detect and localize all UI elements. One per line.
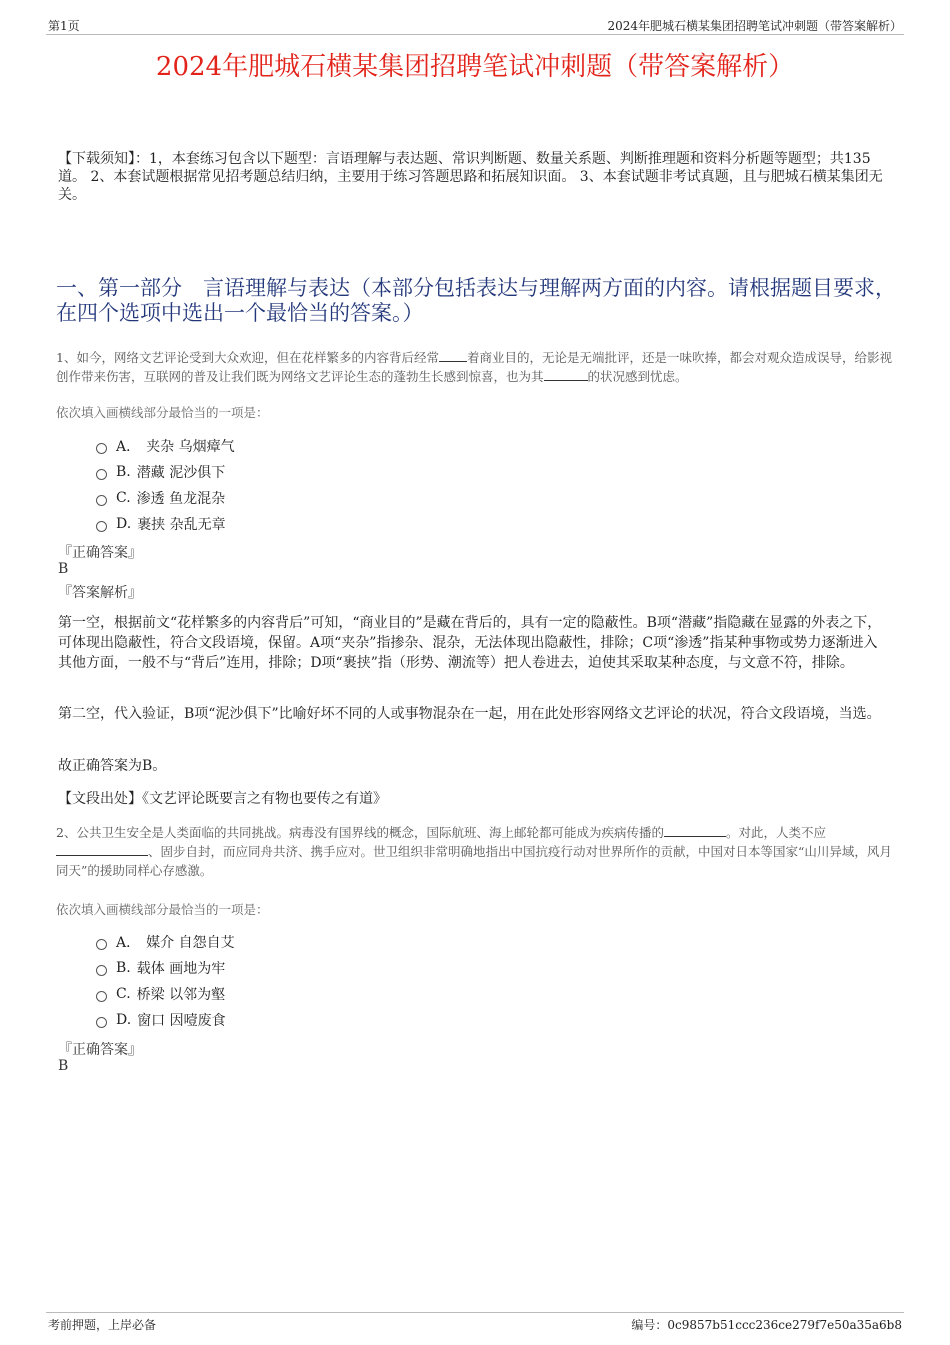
- fill-blank: [439, 348, 467, 362]
- radio-icon[interactable]: [96, 939, 107, 950]
- document-title: 2024年肥城石横某集团招聘笔试冲刺题（带答案解析）: [155, 52, 795, 82]
- radio-icon[interactable]: [96, 495, 107, 506]
- page-header: [46, 14, 904, 35]
- answer-label: 『正确答案』: [58, 1042, 142, 1058]
- fill-blank: [56, 842, 148, 856]
- option-d[interactable]: D. 窗口 因噎废食: [96, 1007, 235, 1033]
- question-2-prompt: 依次填入画横线部分最恰当的一项是：: [56, 902, 269, 917]
- radio-icon[interactable]: [96, 521, 107, 532]
- question-1-prompt: 依次填入画横线部分最恰当的一项是：: [56, 405, 269, 420]
- radio-icon[interactable]: [96, 991, 107, 1002]
- option-b[interactable]: B. 载体 画地为牢: [96, 955, 235, 981]
- header-doc-title: 2024年肥城石横某集团招聘笔试冲刺题（带答案解析）: [607, 19, 902, 33]
- analysis-paragraph: 第二空，代入验证，B项“泥沙俱下”比喻好坏不同的人或事物混杂在一起，用在此处形容网络文艺评论的状况，符合文段语境，当选。: [58, 706, 881, 722]
- answer-value: B: [58, 1058, 69, 1074]
- radio-icon[interactable]: [96, 469, 107, 480]
- radio-icon[interactable]: [96, 965, 107, 976]
- footer-serial: 编号：0c9857b51ccc236ce279f7e50a35a6b8: [631, 1318, 902, 1332]
- section-heading: 一、第一部分 言语理解与表达（本部分包括表达与理解两方面的内容。请根据题目要求，在四个选项中选出一个最恰当的答案。）: [56, 276, 896, 325]
- fill-blank: [544, 367, 588, 381]
- fill-blank: [664, 823, 726, 837]
- passage-source: 【文段出处】《文艺评论既要言之有物也要传之有道》: [58, 791, 387, 807]
- question-2-text: 2、公共卫生安全是人类面临的共同挑战。病毒没有国界线的概念，国际航班、海上邮轮都可能成为疾病传播的 。对此，人类不应、固步自封，而应同舟共济、携手应对。世卫组织非常明确地指出中国抗疫行动对世界所作的贡献，中国对日本等国家“山川异域，风月同天”的援助同样心存感激。: [56, 825, 892, 878]
- question-2-options: [96, 929, 235, 1033]
- analysis-paragraph: 第一空，根据前文“花样繁多的内容背后”可知，“商业目的”是藏在背后的，具有一定的隐蔽性。B项“潜藏”指隐藏在显露的外表之下，可体现出隐蔽性，符合文段语境，保留。A项“夹杂”指掺杂、混杂，无法体现出隐蔽性，排除；C项“渗透”指某种事物或势力逐渐进入其他方面，一般不与“背后”连用，排除；D项“裹挟”指（形势、潮流等）把人卷进去，迫使其采取某种态度，与文意不符，排除。: [58, 615, 882, 671]
- option-c[interactable]: C. 渗透 鱼龙混杂: [96, 485, 235, 511]
- radio-icon[interactable]: [96, 1017, 107, 1028]
- download-notice: 【下载须知】：1，本套练习包含以下题型：言语理解与表达题、常识判断题、数量关系题、判断推理题和资料分析题等题型；共135道。 2、本套试题根据常见招考题总结归纳，主要用于练习答题思路和拓展知识面。 3、本套试题非考试真题，且与肥城石横某集团无关。: [58, 151, 883, 203]
- option-c[interactable]: C. 桥梁 以邻为壑: [96, 981, 235, 1007]
- option-a[interactable]: A． 夹杂 乌烟瘴气: [96, 433, 235, 459]
- answer-value: B: [58, 561, 69, 577]
- page-number: 第1页: [48, 19, 80, 33]
- radio-icon[interactable]: [96, 443, 107, 454]
- analysis-label: 『答案解析』: [58, 585, 142, 601]
- question-1-text: 1、如今，网络文艺评论受到大众欢迎，但在花样繁多的内容背后经常 着商业目的，无论是无端批评，还是一味吹捧，都会对观众造成误导，给影视创作带来伤害，互联网的普及让我们既为网络文艺评论生态的蓬勃生长感到惊喜，也为其 的状况感到忧虑。: [56, 350, 892, 384]
- answer-label: 『正确答案』: [58, 545, 142, 561]
- option-a[interactable]: A． 媒介 自怨自艾: [96, 929, 235, 955]
- option-d[interactable]: D. 裹挟 杂乱无章: [96, 511, 235, 537]
- footer-slogan: 考前押题，上岸必备: [48, 1318, 157, 1332]
- page-footer: [46, 1312, 904, 1333]
- analysis-conclusion: 故正确答案为B。: [58, 758, 167, 774]
- question-1-options: [96, 433, 235, 537]
- option-b[interactable]: B. 潜藏 泥沙俱下: [96, 459, 235, 485]
